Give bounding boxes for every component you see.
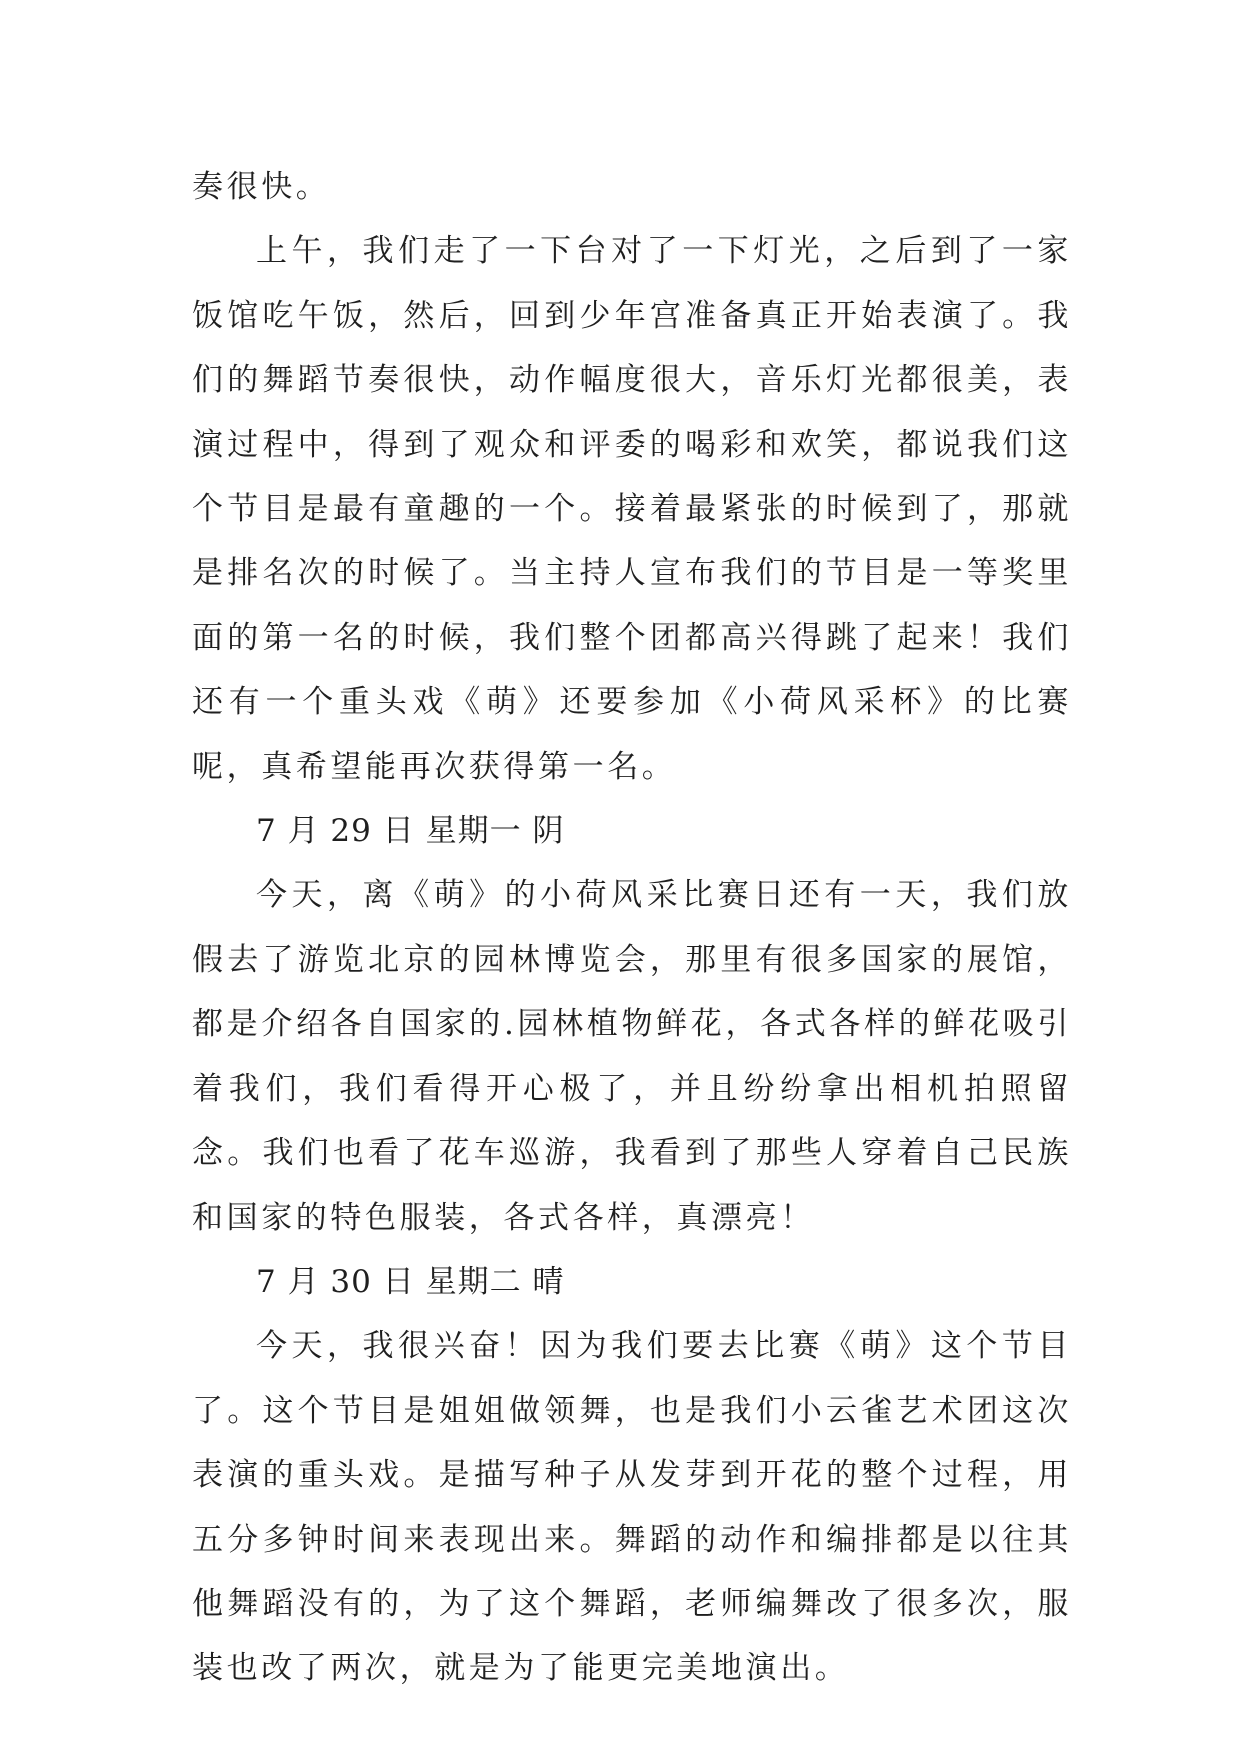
- paragraph-competition: 今天，我很兴奋！因为我们要去比赛《萌》这个节目了。这个节目是姐姐做领舞，也是我们小云雀艺术团这次表演的重头戏。是描写种子从发芽到开花的整个过程，用五分多钟时间来表现出来。舞蹈的动作和编排都是以往其他舞蹈没有的，为了这个舞蹈，老师编舞改了很多次，服装也改了两次，就是为了能更完美地演出。: [192, 1328, 1072, 1687]
- paragraph-morning-performance: 上午，我们走了一下台对了一下灯光，之后到了一家饭馆吃午饭，然后，回到少年宫准备真正开始表演了。我们的舞蹈节奏很快，动作幅度很大，音乐灯光都很美，表演过程中，得到了观众和评委的喝彩和欢笑，都说我们这个节目是最有童趣的一个。接着最紧张的时候到了，那就是排名次的时候了。当主持人宣布我们的节目是一等奖里面的第一名的时候，我们整个团都高兴得跳了起来！我们还有一个重头戏《萌》还要参加《小荷风采杯》的比赛呢，真希望能再次获得第一名。: [192, 233, 1072, 785]
- diary-text: [192, 155, 1072, 1701]
- paragraph-garden-expo: 今天，离《萌》的小荷风采比赛日还有一天，我们放假去了游览北京的园林博览会，那里有很多国家的展馆，都是介绍各自国家的.园林植物鲜花，各式各样的鲜花吸引着我们，我们看得开心极了，并且纷纷拿出相机拍照留念。我们也看了花车巡游，我看到了那些人穿着自己民族和国家的特色服装，各式各样，真漂亮！: [192, 877, 1072, 1236]
- paragraph-continuation: 奏很快。: [192, 169, 331, 205]
- date-heading-july-29: 7 月 29 日 星期一 阴: [256, 813, 565, 850]
- date-heading-july-30: 7 月 30 日 星期二 晴: [256, 1263, 565, 1300]
